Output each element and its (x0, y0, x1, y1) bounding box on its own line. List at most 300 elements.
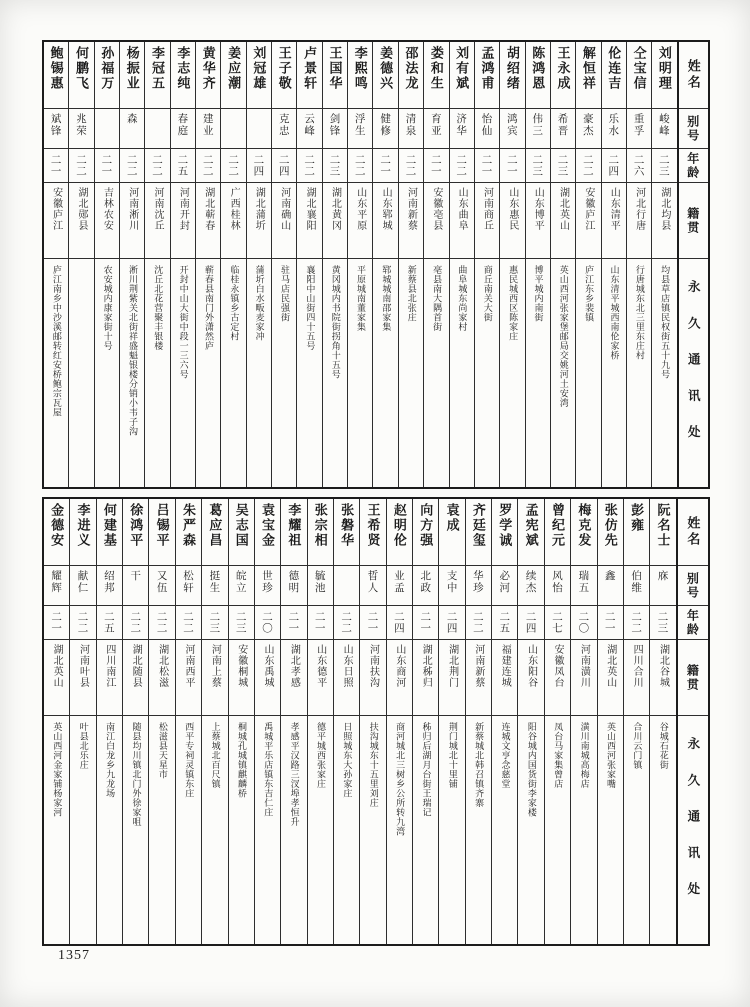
directory-band-top (42, 40, 710, 489)
person-alias (44, 565, 69, 605)
person-native-place-text: 山东惠民 (506, 187, 518, 231)
person-address-text: 商河城北三树乡公所转九湾 (395, 722, 406, 836)
header-alias-label (678, 565, 708, 605)
person-native-place-text: 湖北蒲圻 (253, 187, 265, 231)
person-native-place-text: 湖北荆门 (446, 644, 458, 688)
person-name (526, 42, 550, 108)
person-address-text: 上蔡城北百尺镇 (210, 722, 221, 789)
person-alias (123, 565, 148, 605)
person-native-place-text: 四川南江 (103, 644, 115, 688)
header-age-label-text: 年龄 (685, 608, 700, 637)
person-native-place-text: 湖北英山 (51, 644, 63, 688)
person-alias-text: 豪杰 (581, 113, 594, 137)
person-name (627, 42, 651, 108)
person-alias (308, 565, 333, 605)
person-age-text: 二三 (656, 611, 669, 634)
person-column (246, 42, 271, 487)
person-address-text: 新蔡县北张庄 (406, 265, 417, 322)
person-age (229, 605, 254, 639)
person-name (466, 499, 491, 565)
person-address (624, 715, 649, 944)
person-column (438, 499, 464, 944)
person-native-place (551, 182, 575, 258)
person-address-text: 蒲圻白水畈麦家冲 (254, 265, 265, 341)
person-native-place (526, 182, 550, 258)
person-name (123, 499, 148, 565)
person-alias (545, 565, 570, 605)
person-alias-text: 风怡 (551, 570, 563, 594)
person-age-text: 二二 (129, 611, 142, 634)
person-native-place (650, 639, 675, 715)
person-native-place (571, 639, 596, 715)
person-address-text: 英山西河张家堡邮局交姚河土安湾 (558, 265, 569, 408)
person-name (229, 499, 254, 565)
person-age (518, 605, 543, 639)
header-name-label-text: 姓名 (685, 59, 701, 91)
person-name (373, 42, 397, 108)
person-age-text: 二一 (100, 154, 113, 177)
person-column (550, 42, 575, 487)
person-name-text: 姜应潮 (226, 46, 242, 91)
person-address-text: 惠民城西区陈家庄 (508, 265, 519, 341)
person-column (525, 42, 550, 487)
person-native-place-text: 山东商河 (393, 644, 405, 688)
person-address-text: 扶沟城东十五里刘庄 (368, 722, 379, 808)
person-age (650, 605, 675, 639)
person-alias-text: 云峰 (303, 113, 316, 137)
person-address-text: 潢川南城高梅店 (579, 722, 590, 789)
person-address (373, 258, 397, 487)
person-alias-text: 业孟 (392, 570, 405, 594)
person-name-text: 鲍锡惠 (48, 46, 64, 91)
person-address-text: 淅川荆紫关北街祥盛魁银楼分销小韦子沟 (127, 265, 138, 436)
person-name (602, 42, 626, 108)
person-address-text: 沈丘北花营聚丰银楼 (153, 265, 164, 351)
person-alias (272, 108, 296, 148)
person-name (145, 42, 169, 108)
person-age (196, 148, 220, 182)
person-alias (95, 108, 119, 148)
person-name (255, 499, 280, 565)
person-name (334, 499, 359, 565)
person-alias (492, 565, 517, 605)
person-age (360, 605, 385, 639)
person-address-text: 南江白龙乡九龙场 (105, 722, 116, 798)
person-age (176, 605, 201, 639)
person-native-place (450, 182, 474, 258)
person-address-text: 英山西河张家嘴 (605, 722, 616, 789)
person-name (171, 42, 195, 108)
person-address (69, 258, 93, 487)
column-header-labels (676, 499, 708, 944)
person-alias (450, 108, 474, 148)
person-name-text: 孙福万 (99, 46, 115, 91)
person-address-text: 均县草店镇民权街五十九号 (660, 265, 671, 379)
person-native-place (281, 639, 306, 715)
header-age-label (679, 148, 708, 182)
person-native-place (652, 182, 676, 258)
person-native-place-text: 河南淅川 (126, 187, 138, 231)
person-address (413, 715, 438, 944)
person-native-place (492, 639, 517, 715)
person-address-text: 日照城东大孙家庄 (342, 722, 353, 798)
person-name-text: 刘有斌 (454, 46, 470, 91)
person-age (450, 148, 474, 182)
person-native-place (196, 182, 220, 258)
person-alias (221, 108, 245, 148)
header-address-label (679, 258, 708, 487)
person-native-place-text: 山东郓城 (380, 187, 392, 231)
person-native-place (624, 639, 649, 715)
person-column (359, 499, 385, 944)
person-alias-text: 清泉 (404, 113, 417, 137)
person-native-place-text: 湖北松滋 (156, 644, 168, 688)
person-age-text: 二二 (471, 611, 484, 634)
person-alias-text: 森 (125, 113, 138, 125)
page-number: 1357 (58, 948, 90, 963)
person-age-text: 二二 (455, 154, 468, 177)
person-age (475, 148, 499, 182)
directory-table (42, 40, 710, 946)
person-age (334, 605, 359, 639)
person-native-place-text: 安徽亳县 (430, 187, 442, 231)
person-name-text: 曾纪元 (550, 503, 565, 548)
person-age (413, 605, 438, 639)
person-age-text: 二二 (353, 154, 366, 177)
person-column (398, 42, 423, 487)
person-column (271, 42, 296, 487)
person-native-place (229, 639, 254, 715)
person-column (201, 499, 227, 944)
person-address-text: 叶县北乐庄 (78, 722, 89, 770)
person-alias-text: 剑锋 (328, 113, 341, 137)
person-alias (323, 108, 347, 148)
person-address-text: 博平城内南街 (533, 265, 544, 322)
person-age-text: 二一 (379, 154, 392, 177)
person-alias (145, 108, 169, 148)
person-alias-text: 庥 (656, 570, 669, 582)
person-address-text: 桐城孔城镇麒麟桥 (236, 722, 247, 798)
person-age-text: 二五 (176, 154, 189, 177)
person-age-text: 二二 (125, 154, 138, 177)
person-native-place-text: 四川合川 (631, 644, 643, 688)
person-column (623, 499, 649, 944)
person-name-text: 齐廷玺 (470, 503, 486, 548)
person-address-text: 商丘南关大街 (482, 265, 493, 322)
person-age (149, 605, 174, 639)
person-age-text: 二一 (419, 611, 432, 634)
header-name-label (679, 42, 708, 108)
person-address-text: 新蔡城北韩召镇齐寨 (474, 722, 485, 808)
person-alias-text: 挺生 (208, 570, 221, 594)
person-name-text: 伦连吉 (606, 46, 622, 91)
person-alias-text: 浮生 (353, 113, 366, 137)
person-name (624, 499, 649, 565)
person-alias (281, 565, 306, 605)
person-alias-text: 支中 (445, 570, 458, 594)
person-alias (551, 108, 575, 148)
person-name (450, 42, 474, 108)
person-native-place-text: 山东德平 (314, 644, 326, 688)
person-address-text: 凤台马家集曾店 (553, 722, 564, 789)
person-age-text: 二〇 (577, 611, 590, 634)
person-native-place-text: 湖北蕲春 (202, 187, 214, 231)
person-alias-text: 毓池 (313, 570, 326, 594)
person-native-place (44, 639, 69, 715)
person-native-place (373, 182, 397, 258)
person-alias (424, 108, 448, 148)
person-native-place-text: 福建连城 (499, 644, 511, 688)
person-address-text: 蕲春县南门外潇然庐 (203, 265, 214, 351)
person-name-text: 王永成 (555, 46, 571, 91)
person-age (424, 148, 448, 182)
person-alias (348, 108, 372, 148)
person-name-text: 梅克发 (576, 503, 592, 548)
person-age-text: 二二 (340, 611, 353, 634)
person-name (551, 42, 575, 108)
person-address (176, 715, 201, 944)
person-address (308, 715, 333, 944)
person-name (576, 42, 600, 108)
person-alias (69, 108, 93, 148)
person-name-text: 向方强 (418, 503, 434, 548)
person-age-text: 二三 (208, 611, 221, 634)
person-alias-text: 希晋 (556, 113, 569, 137)
person-native-place (221, 182, 245, 258)
person-alias-text: 又伍 (155, 570, 168, 594)
person-address (598, 715, 623, 944)
person-address-text: 禹城平乐店镇东吉仁庄 (263, 722, 274, 817)
person-address (272, 258, 296, 487)
person-column (499, 42, 524, 487)
person-native-place (97, 639, 122, 715)
person-age (576, 148, 600, 182)
person-name-text: 吕锡平 (154, 503, 170, 548)
person-alias (598, 565, 623, 605)
person-age-text: 二四 (277, 154, 290, 177)
person-native-place (95, 182, 119, 258)
person-native-place (399, 182, 423, 258)
person-alias-text: 伯维 (630, 570, 643, 594)
person-column (423, 42, 448, 487)
person-native-place (308, 639, 333, 715)
person-alias-text: 献仁 (76, 570, 89, 594)
person-alias (518, 565, 543, 605)
person-column (322, 42, 347, 487)
person-native-place-text: 湖北谷城 (657, 644, 669, 688)
person-age (123, 605, 148, 639)
person-address (576, 258, 600, 487)
person-address-text: 平原城南董家集 (356, 265, 367, 332)
person-address (450, 258, 474, 487)
person-name-text: 孟宪斌 (523, 503, 539, 548)
person-name (308, 499, 333, 565)
person-column (254, 499, 280, 944)
person-address (229, 715, 254, 944)
person-name (500, 42, 524, 108)
person-address (399, 258, 423, 487)
person-address-text: 驻马店民强街 (280, 265, 291, 322)
person-age-text: 二二 (303, 154, 316, 177)
person-age (526, 148, 550, 182)
person-alias (202, 565, 227, 605)
person-name-text: 王子敬 (276, 46, 292, 91)
person-native-place-text: 河南新蔡 (405, 187, 417, 231)
person-native-place-text: 山东曲阜 (456, 187, 468, 231)
person-native-place (272, 182, 296, 258)
person-native-place-text: 安徽庐江 (50, 187, 62, 231)
person-address (652, 258, 676, 487)
person-native-place (627, 182, 651, 258)
person-name-text: 杨振业 (124, 46, 140, 91)
header-native-place-label (679, 182, 708, 258)
person-column (68, 42, 93, 487)
person-address-text: 荆门城北十里铺 (447, 722, 458, 789)
person-native-place (348, 182, 372, 258)
person-column (651, 42, 676, 487)
person-age (297, 148, 321, 182)
header-name-label-text: 姓名 (685, 516, 701, 548)
person-native-place-text: 安徽凤台 (552, 644, 563, 688)
person-name (70, 499, 95, 565)
person-column (544, 499, 570, 944)
person-age-text: 二一 (313, 611, 326, 634)
person-alias (229, 565, 254, 605)
person-age (255, 605, 280, 639)
header-age-label (678, 605, 708, 639)
person-age-text: 二一 (287, 611, 300, 634)
person-address (145, 258, 169, 487)
person-column (307, 499, 333, 944)
person-alias-text: 育亚 (429, 113, 442, 137)
person-name (475, 42, 499, 108)
person-native-place-text: 湖北英山 (604, 644, 616, 688)
person-age (545, 605, 570, 639)
person-alias (475, 108, 499, 148)
person-alias (624, 565, 649, 605)
person-alias-text: 瑞五 (577, 570, 590, 594)
person-native-place (323, 182, 347, 258)
person-native-place (424, 182, 448, 258)
person-address (44, 715, 69, 944)
person-alias (149, 565, 174, 605)
person-name-text: 刘冠雄 (251, 46, 267, 91)
person-name-text: 阮名士 (655, 503, 671, 548)
person-name (424, 42, 448, 108)
person-native-place (123, 639, 148, 715)
person-age-text: 二五 (102, 611, 115, 634)
person-address-text: 曲阜城东尚家村 (457, 265, 468, 332)
person-age-text: 二六 (632, 154, 645, 177)
person-native-place-text: 湖北郧县 (76, 187, 88, 231)
person-age-text: 二四 (252, 154, 265, 177)
person-native-place (466, 639, 491, 715)
person-name-text: 张磐华 (339, 503, 355, 548)
person-name (149, 499, 174, 565)
person-age-text: 二一 (603, 611, 616, 634)
person-name (297, 42, 321, 108)
person-address (650, 715, 675, 944)
person-address-text: 孝感平汉路三汊埠孝恒升 (289, 722, 300, 827)
person-native-place (439, 639, 464, 715)
person-address (602, 258, 626, 487)
person-age-text: 二二 (404, 154, 417, 177)
person-native-place-text: 安徽庐江 (582, 187, 594, 231)
person-address-text: 农安城内康家街十号 (102, 265, 113, 351)
person-alias (120, 108, 144, 148)
person-age (247, 148, 271, 182)
person-address (387, 715, 412, 944)
person-name (281, 499, 306, 565)
person-age (44, 148, 68, 182)
person-age-text: 二一 (49, 154, 62, 177)
person-age (44, 605, 69, 639)
person-column (517, 499, 543, 944)
person-address-text: 德平城西张家庄 (316, 722, 327, 789)
person-age (439, 605, 464, 639)
person-native-place-text: 湖北黄冈 (329, 187, 341, 231)
person-address-text: 庐江南乡中沙溪邮转红安桥鲍宗瓦屋 (51, 265, 62, 417)
person-name (95, 42, 119, 108)
person-address (70, 715, 95, 944)
person-column (170, 42, 195, 487)
person-address-text: 松滋县天星市 (157, 722, 168, 779)
person-address (360, 715, 385, 944)
person-name (652, 42, 676, 108)
person-native-place (69, 182, 93, 258)
person-alias (413, 565, 438, 605)
person-address-text: 庐江东乡裴镇 (584, 265, 595, 322)
person-address (424, 258, 448, 487)
person-age (624, 605, 649, 639)
person-age (171, 148, 195, 182)
header-age-label-text: 年龄 (685, 151, 700, 180)
person-address (545, 715, 570, 944)
person-age (70, 605, 95, 639)
person-alias-text: 华珍 (471, 570, 484, 594)
person-address (439, 715, 464, 944)
person-alias-text: 干 (129, 570, 142, 582)
person-address (492, 715, 517, 944)
person-column (44, 499, 69, 944)
person-column (69, 499, 95, 944)
person-age (551, 148, 575, 182)
person-native-place (202, 639, 227, 715)
person-alias-text: 重孚 (632, 113, 645, 137)
person-age (399, 148, 423, 182)
person-address (44, 258, 68, 487)
person-name-text: 彭雍 (629, 503, 645, 533)
person-native-place (145, 182, 169, 258)
person-column (649, 499, 675, 944)
person-column (372, 42, 397, 487)
person-alias (247, 108, 271, 148)
person-alias (571, 565, 596, 605)
person-column (144, 42, 169, 487)
person-alias (196, 108, 220, 148)
person-age-text: 二三 (657, 154, 670, 177)
person-alias (576, 108, 600, 148)
person-address (551, 258, 575, 487)
person-alias (627, 108, 651, 148)
header-address-label-text: 永久通讯处 (685, 737, 700, 919)
person-alias-text: 世珍 (261, 570, 274, 594)
person-age (308, 605, 333, 639)
person-alias-text: 必河 (498, 570, 511, 594)
person-age-text: 二四 (524, 611, 537, 634)
person-address-text: 秭归后湖月台街王瑞记 (421, 722, 432, 817)
person-address (518, 715, 543, 944)
